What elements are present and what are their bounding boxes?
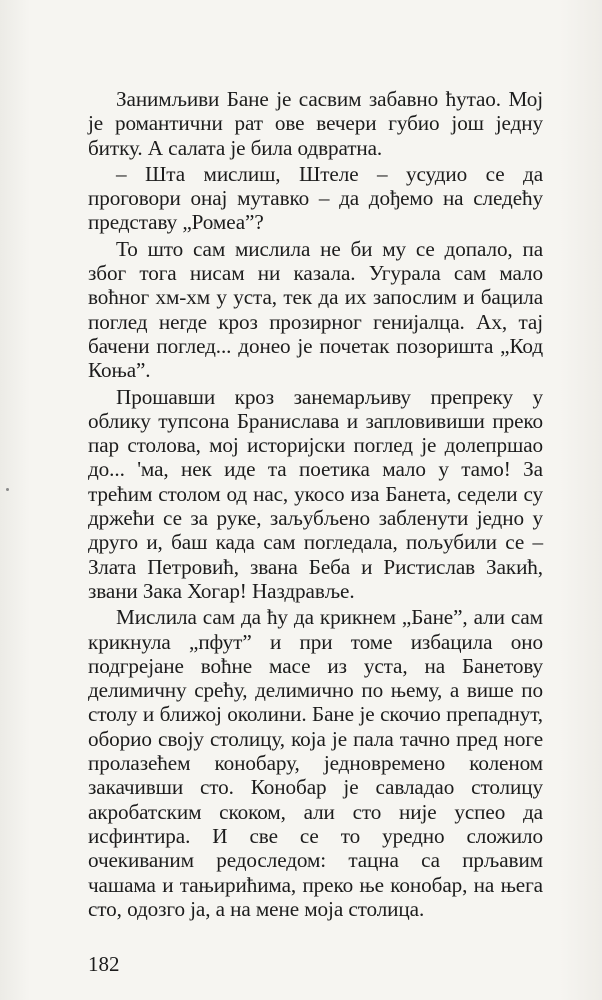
body-text: [88, 87, 543, 921]
page-speck: [6, 488, 9, 491]
paragraph-3: То што сам мислила не би му се допало, па због тога нисам ни казала. Угурала сам мало воћног хм-хм у уста, тек да их запослим и бацила поглед негде кроз прозирног генијалца. Ах, тај бачени поглед... донео је почетак позоришта „Код Коња”.: [88, 236, 543, 383]
page-number: 182: [88, 952, 120, 976]
paragraph-2: – Шта мислиш, Штеле – усудио се да проговори онај мутавко – да дођемо на следећу представу „Ромеа”?: [88, 161, 543, 235]
paragraph-4: Прошавши кроз занемарљиву препреку у облику тупсона Бранислава и запловивиши преко пар столова, мој историјски поглед је долепршао до... 'ма, нек иде та поетика мало у тамо! За трећим столом од нас, укосо иза Банета, седели су држећи се за руке, заљубљено забленути једно у друго и, баш када сам погледала, пољубили се – Злата Петровић, звана Беба и Ристислав Закић, звани Зака Хогар! Наздравље.: [88, 384, 543, 603]
paragraph-5: Мислила сам да ћу да крикнем „Бане”, али сам крикнула „пфут” и при томе избацила оно подгрејане воћне масе из уста, на Банетову делимичну срећу, делимично по њему, а више по столу и ближој околини. Бане је скочио препаднут, оборио своју столицу, која је пала тачно пред ноге пролазећем конобару, једновремено коленом закачивши сто. Конобар је савладао столицу акробатским скоком, али сто није успео да исфинтира. И све се то уредно сложило очекиваним редоследом: тацна са прљавим чашама и тањирићима, преко ње конобар, на њега сто, одозго ја, а на мене моја столица.: [88, 605, 543, 921]
paragraph-1: Занимљиви Бане је сасвим забавно ћутао. Мој је романтични рат ове вечери губио још једну битку. А салата је била одвратна.: [88, 87, 543, 160]
